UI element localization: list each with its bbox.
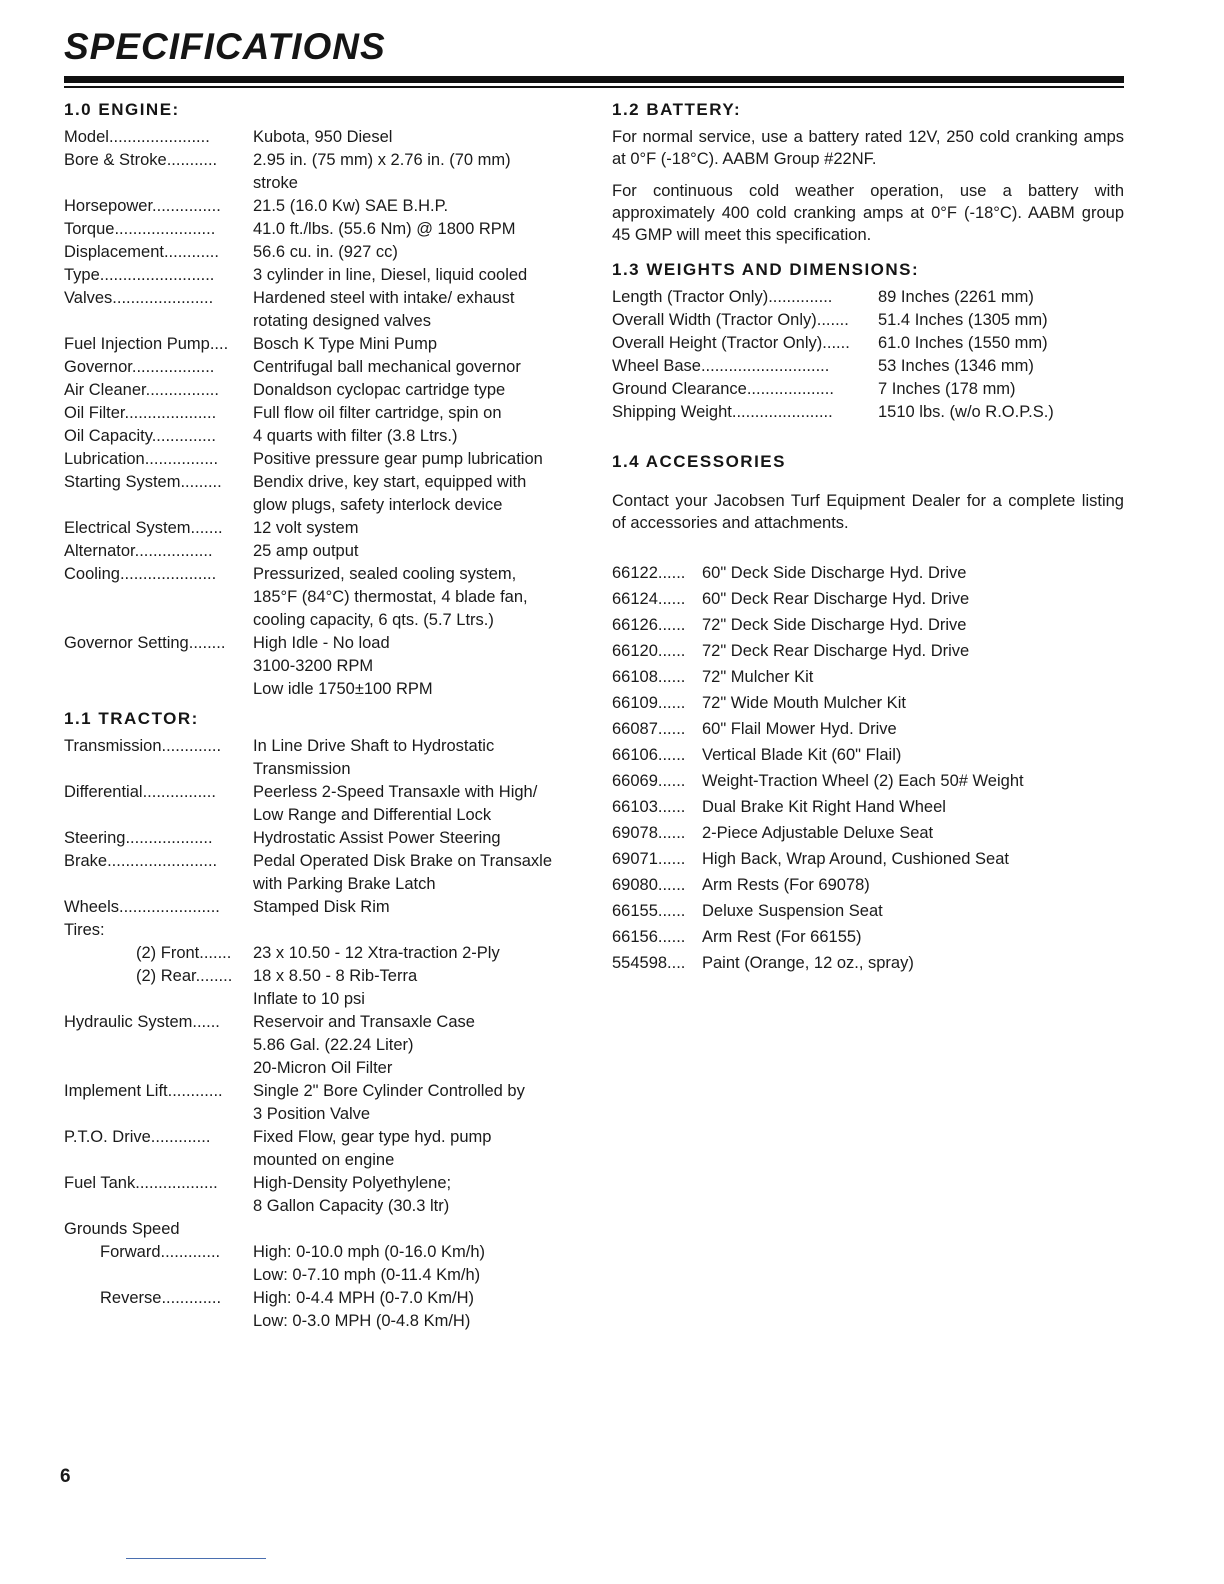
tractor-spec-value-line: High: 0-10.0 mph (0-16.0 Km/h) bbox=[253, 1243, 486, 1261]
accessory-row bbox=[612, 612, 1124, 638]
tractor-spec-value-line: Single 2" Bore Cylinder Controlled by bbox=[253, 1082, 525, 1100]
engine-spec-value-line: rotating designed valves bbox=[253, 312, 431, 330]
engine-spec-label: Starting System......... bbox=[64, 473, 222, 491]
engine-spec-value-line: Kubota, 950 Diesel bbox=[253, 128, 393, 146]
accessory-label: 554598.... bbox=[612, 954, 686, 972]
engine-spec-label: Cooling..................... bbox=[64, 565, 217, 583]
accessory-value: Paint (Orange, 12 oz., spray) bbox=[702, 954, 914, 972]
tractor-spec-row bbox=[64, 1011, 594, 1080]
accessory-label: 66124...... bbox=[612, 590, 686, 608]
tractor-spec-value-line: Inflate to 10 psi bbox=[253, 990, 365, 1008]
engine-spec-value bbox=[253, 632, 594, 701]
accessory-value: 72" Mulcher Kit bbox=[702, 668, 814, 686]
engine-spec-row bbox=[64, 402, 594, 425]
engine-spec-value-line: Centrifugal ball mechanical governor bbox=[253, 358, 521, 376]
engine-spec-value-line: 56.6 cu. in. (927 cc) bbox=[253, 243, 398, 261]
engine-spec-row bbox=[64, 241, 594, 264]
tractor-spec-value-line: Low Range and Differential Lock bbox=[253, 806, 492, 824]
accessory-row bbox=[612, 794, 1124, 820]
tractor-spec-value bbox=[253, 850, 594, 896]
dimension-label: Ground Clearance................... bbox=[612, 380, 834, 398]
engine-spec-value bbox=[253, 517, 594, 540]
engine-heading: 1.0 ENGINE: bbox=[64, 100, 180, 119]
right-column bbox=[612, 100, 1124, 976]
tractor-spec-value bbox=[253, 1080, 594, 1126]
tractor-spec-value-line: Reservoir and Transaxle Case bbox=[253, 1013, 475, 1031]
accessories-list bbox=[612, 560, 1124, 976]
tractor-spec-row bbox=[64, 965, 594, 1011]
engine-spec-label: Valves...................... bbox=[64, 289, 214, 307]
battery-paragraph-2: For continuous cold weather operation, use a battery with approximately 400 cold cranking amps at 0°F (-18°C). AABM group 45 GMP will meet this specification. bbox=[612, 182, 1124, 244]
tractor-spec-value bbox=[253, 735, 594, 781]
engine-spec-label: Fuel Injection Pump.... bbox=[64, 335, 229, 353]
tractor-spec-value-line: 8 Gallon Capacity (30.3 ltr) bbox=[253, 1197, 450, 1215]
engine-spec-row bbox=[64, 632, 594, 701]
dimension-row bbox=[612, 401, 1124, 424]
dimension-label: Wheel Base............................ bbox=[612, 357, 830, 375]
tractor-spec-value-line: 20-Micron Oil Filter bbox=[253, 1059, 393, 1077]
engine-spec-value bbox=[253, 241, 594, 264]
accessory-row bbox=[612, 924, 1124, 950]
engine-spec-label: Oil Capacity.............. bbox=[64, 427, 216, 445]
accessory-row bbox=[612, 560, 1124, 586]
engine-spec-value-line: Donaldson cyclopac cartridge type bbox=[253, 381, 506, 399]
tractor-spec-value-line: mounted on engine bbox=[253, 1151, 395, 1169]
tractor-spec-label: Steering................... bbox=[64, 829, 213, 847]
tractor-spec-value-line: Transmission bbox=[253, 760, 351, 778]
tractor-spec-row bbox=[64, 919, 594, 942]
dimension-label: Length (Tractor Only).............. bbox=[612, 288, 833, 306]
engine-spec-value-line: 3 cylinder in line, Diesel, liquid cooled bbox=[253, 266, 528, 284]
accessory-label: 66108...... bbox=[612, 668, 686, 686]
tractor-spec-label: Forward............. bbox=[100, 1243, 221, 1261]
page-title: SPECIFICATIONS bbox=[64, 26, 386, 67]
engine-spec-label: Horsepower............... bbox=[64, 197, 221, 215]
dimension-value: 1510 lbs. (w/o R.O.P.S.) bbox=[878, 403, 1054, 421]
tractor-spec-value bbox=[253, 781, 594, 827]
engine-spec-label: Lubrication................ bbox=[64, 450, 219, 468]
tractor-spec-value bbox=[253, 1241, 594, 1287]
dimension-label: Overall Width (Tractor Only)....... bbox=[612, 311, 849, 329]
tractor-spec-label: Grounds Speed bbox=[64, 1220, 180, 1238]
tractor-spec-row bbox=[64, 1241, 594, 1287]
tractor-spec-value bbox=[253, 827, 594, 850]
accessory-label: 66126...... bbox=[612, 616, 686, 634]
engine-spec-value bbox=[253, 195, 594, 218]
accessory-label: 66069...... bbox=[612, 772, 686, 790]
tractor-spec-value bbox=[253, 1126, 594, 1172]
tractor-spec-value-line: Low: 0-3.0 MPH (0-4.8 Km/H) bbox=[253, 1312, 471, 1330]
engine-spec-value-line: Bendix drive, key start, equipped with bbox=[253, 473, 527, 491]
engine-spec-value-line: 2.95 in. (75 mm) x 2.76 in. (70 mm) bbox=[253, 151, 511, 169]
dimension-value: 51.4 Inches (1305 mm) bbox=[878, 311, 1048, 329]
engine-spec-row bbox=[64, 264, 594, 287]
accessory-value: 2-Piece Adjustable Deluxe Seat bbox=[702, 824, 934, 842]
engine-spec-value-line: cooling capacity, 6 qts. (5.7 Ltrs.) bbox=[253, 611, 494, 629]
accessory-value: 60" Flail Mower Hyd. Drive bbox=[702, 720, 897, 738]
engine-spec-value-line: High Idle - No load bbox=[253, 634, 390, 652]
accessory-row bbox=[612, 586, 1124, 612]
accessory-value: Weight-Traction Wheel (2) Each 50# Weight bbox=[702, 772, 1024, 790]
engine-spec-value-line: 3100-3200 RPM bbox=[253, 657, 374, 675]
engine-spec-row bbox=[64, 333, 594, 356]
tractor-spec-value-line: 5.86 Gal. (22.24 Liter) bbox=[253, 1036, 414, 1054]
dimension-value: 61.0 Inches (1550 mm) bbox=[878, 334, 1048, 352]
tractor-spec-value-line: 18 x 8.50 - 8 Rib-Terra bbox=[253, 967, 418, 985]
tractor-spec-row bbox=[64, 827, 594, 850]
engine-spec-value bbox=[253, 540, 594, 563]
engine-spec-row bbox=[64, 425, 594, 448]
header-rule-thick bbox=[64, 76, 1124, 83]
engine-spec-label: Oil Filter.................... bbox=[64, 404, 217, 422]
engine-spec-row bbox=[64, 356, 594, 379]
engine-spec-label: Torque...................... bbox=[64, 220, 216, 238]
accessory-label: 66120...... bbox=[612, 642, 686, 660]
engine-spec-value bbox=[253, 287, 594, 333]
accessory-label: 66106...... bbox=[612, 746, 686, 764]
engine-spec-label: Electrical System....... bbox=[64, 519, 223, 537]
engine-spec-value bbox=[253, 563, 594, 632]
tractor-spec-value bbox=[253, 942, 594, 965]
engine-spec-value-line: glow plugs, safety interlock device bbox=[253, 496, 503, 514]
dimension-row bbox=[612, 332, 1124, 355]
tractor-spec-value bbox=[253, 1287, 594, 1333]
accessory-value: 60" Deck Rear Discharge Hyd. Drive bbox=[702, 590, 970, 608]
accessory-row bbox=[612, 768, 1124, 794]
tractor-spec-value-line: with Parking Brake Latch bbox=[253, 875, 436, 893]
tractor-spec-list bbox=[64, 735, 594, 1333]
dimension-value: 7 Inches (178 mm) bbox=[878, 380, 1016, 398]
engine-spec-row bbox=[64, 149, 594, 195]
engine-spec-value-line: Low idle 1750±100 RPM bbox=[253, 680, 433, 698]
engine-spec-value-line: Positive pressure gear pump lubrication bbox=[253, 450, 543, 468]
tractor-spec-row bbox=[64, 781, 594, 827]
engine-spec-value bbox=[253, 126, 594, 149]
engine-spec-row bbox=[64, 379, 594, 402]
accessory-row bbox=[612, 820, 1124, 846]
accessory-row bbox=[612, 664, 1124, 690]
dimension-label: Overall Height (Tractor Only)...... bbox=[612, 334, 850, 352]
engine-spec-row bbox=[64, 540, 594, 563]
tractor-spec-value-line: Stamped Disk Rim bbox=[253, 898, 390, 916]
engine-spec-value-line: 12 volt system bbox=[253, 519, 359, 537]
accessory-value: 60" Deck Side Discharge Hyd. Drive bbox=[702, 564, 967, 582]
engine-spec-label: Air Cleaner................ bbox=[64, 381, 219, 399]
tractor-spec-value-line: Pedal Operated Disk Brake on Transaxle bbox=[253, 852, 552, 870]
accessory-label: 69071...... bbox=[612, 850, 686, 868]
accessory-row bbox=[612, 872, 1124, 898]
engine-spec-label: Type......................... bbox=[64, 266, 215, 284]
tractor-spec-label: Tires: bbox=[64, 921, 105, 939]
accessory-value: Arm Rest (For 66155) bbox=[702, 928, 862, 946]
tractor-spec-label: Wheels...................... bbox=[64, 898, 220, 916]
accessory-value: High Back, Wrap Around, Cushioned Seat bbox=[702, 850, 1009, 868]
dimension-row bbox=[612, 378, 1124, 401]
accessory-row bbox=[612, 742, 1124, 768]
tractor-spec-value-line: Fixed Flow, gear type hyd. pump bbox=[253, 1128, 492, 1146]
engine-spec-value-line: stroke bbox=[253, 174, 298, 192]
tractor-spec-row bbox=[64, 1172, 594, 1218]
tractor-spec-value-line: Low: 0-7.10 mph (0-11.4 Km/h) bbox=[253, 1266, 481, 1284]
engine-spec-value bbox=[253, 356, 594, 379]
tractor-spec-value-line: Peerless 2-Speed Transaxle with High/ bbox=[253, 783, 538, 801]
tractor-spec-value-line: 23 x 10.50 - 12 Xtra-traction 2-Ply bbox=[253, 944, 500, 962]
tractor-spec-value-line: 3 Position Valve bbox=[253, 1105, 371, 1123]
accessory-row bbox=[612, 690, 1124, 716]
dimension-value: 53 Inches (1346 mm) bbox=[878, 357, 1034, 375]
engine-spec-value bbox=[253, 379, 594, 402]
left-column bbox=[64, 100, 594, 1333]
tractor-spec-row bbox=[64, 1126, 594, 1172]
accessory-value: Arm Rests (For 69078) bbox=[702, 876, 870, 894]
engine-spec-row bbox=[64, 195, 594, 218]
dimension-row bbox=[612, 355, 1124, 378]
accessory-value: 72" Deck Side Discharge Hyd. Drive bbox=[702, 616, 967, 634]
engine-spec-label: Model...................... bbox=[64, 128, 210, 146]
accessory-value: 72" Wide Mouth Mulcher Kit bbox=[702, 694, 906, 712]
engine-spec-value bbox=[253, 448, 594, 471]
engine-spec-value bbox=[253, 425, 594, 448]
engine-spec-value-line: Full flow oil filter cartridge, spin on bbox=[253, 404, 502, 422]
tractor-spec-row bbox=[64, 1218, 594, 1241]
tractor-spec-value bbox=[253, 1172, 594, 1218]
engine-spec-value bbox=[253, 218, 594, 241]
tractor-spec-label: Hydraulic System...... bbox=[64, 1013, 220, 1031]
engine-spec-value bbox=[253, 471, 594, 517]
tractor-spec-label: Brake........................ bbox=[64, 852, 218, 870]
tractor-spec-label: Implement Lift............ bbox=[64, 1082, 223, 1100]
accessory-row bbox=[612, 898, 1124, 924]
tractor-spec-value-line: High: 0-4.4 MPH (0-7.0 Km/H) bbox=[253, 1289, 474, 1307]
tractor-spec-row bbox=[64, 850, 594, 896]
engine-spec-label: Alternator................. bbox=[64, 542, 213, 560]
tractor-spec-label: Differential................ bbox=[64, 783, 216, 801]
engine-spec-row bbox=[64, 517, 594, 540]
accessories-heading: 1.4 ACCESSORIES bbox=[612, 452, 786, 471]
tractor-spec-row bbox=[64, 942, 594, 965]
engine-spec-value bbox=[253, 264, 594, 287]
tractor-spec-row bbox=[64, 735, 594, 781]
tractor-spec-value-line: In Line Drive Shaft to Hydrostatic bbox=[253, 737, 495, 755]
tractor-heading: 1.1 TRACTOR: bbox=[64, 709, 199, 728]
engine-spec-value-line: Hardened steel with intake/ exhaust bbox=[253, 289, 515, 307]
battery-paragraph-1: For normal service, use a battery rated 12V, 250 cold cranking amps at 0°F (-18°C). AABM Group #22NF. bbox=[612, 128, 1124, 168]
tractor-spec-row bbox=[64, 1080, 594, 1126]
engine-spec-row bbox=[64, 126, 594, 149]
engine-spec-list bbox=[64, 126, 594, 701]
accessory-value: Vertical Blade Kit (60" Flail) bbox=[702, 746, 902, 764]
accessory-value: Deluxe Suspension Seat bbox=[702, 902, 883, 920]
engine-spec-value-line: 41.0 ft./lbs. (55.6 Nm) @ 1800 RPM bbox=[253, 220, 516, 238]
weights-heading: 1.3 WEIGHTS AND DIMENSIONS: bbox=[612, 260, 920, 279]
engine-spec-value bbox=[253, 149, 594, 195]
accessory-row bbox=[612, 950, 1124, 976]
tractor-spec-label: Transmission............. bbox=[64, 737, 222, 755]
engine-spec-value-line: 25 amp output bbox=[253, 542, 359, 560]
accessory-label: 66155...... bbox=[612, 902, 686, 920]
engine-spec-row bbox=[64, 218, 594, 241]
weights-dimensions-list bbox=[612, 286, 1124, 424]
tractor-spec-value-line: High-Density Polyethylene; bbox=[253, 1174, 452, 1192]
engine-spec-value bbox=[253, 333, 594, 356]
dimension-label: Shipping Weight...................... bbox=[612, 403, 833, 421]
tractor-spec-value bbox=[253, 919, 594, 942]
accessories-intro: Contact your Jacobsen Turf Equipment Dealer for a complete listing of accessories and attachments. bbox=[612, 492, 1124, 532]
accessory-label: 66103...... bbox=[612, 798, 686, 816]
accessory-row bbox=[612, 716, 1124, 742]
engine-spec-row bbox=[64, 448, 594, 471]
accessory-label: 66156...... bbox=[612, 928, 686, 946]
engine-spec-value-line: Bosch K Type Mini Pump bbox=[253, 335, 438, 353]
accessory-label: 66109...... bbox=[612, 694, 686, 712]
tractor-spec-value bbox=[253, 965, 594, 1011]
engine-spec-value bbox=[253, 402, 594, 425]
dimension-row bbox=[612, 309, 1124, 332]
tractor-spec-label: (2) Front....... bbox=[136, 944, 232, 962]
engine-spec-row bbox=[64, 287, 594, 333]
tractor-spec-label: (2) Rear........ bbox=[136, 967, 233, 985]
accessory-label: 69080...... bbox=[612, 876, 686, 894]
header-rule-thin bbox=[64, 86, 1124, 88]
accessory-row bbox=[612, 638, 1124, 664]
dimension-row bbox=[612, 286, 1124, 309]
page-number: 6 bbox=[60, 1466, 71, 1487]
engine-spec-value-line: 4 quarts with filter (3.8 Ltrs.) bbox=[253, 427, 458, 445]
accessory-label: 69078...... bbox=[612, 824, 686, 842]
engine-spec-row bbox=[64, 471, 594, 517]
tractor-spec-value bbox=[253, 1218, 594, 1241]
engine-spec-value-line: 185°F (84°C) thermostat, 4 blade fan, bbox=[253, 588, 528, 606]
tractor-spec-label: Fuel Tank.................. bbox=[64, 1174, 218, 1192]
tractor-spec-value-line: Hydrostatic Assist Power Steering bbox=[253, 829, 501, 847]
engine-spec-label: Bore & Stroke........... bbox=[64, 151, 218, 169]
engine-spec-value-line: Pressurized, sealed cooling system, bbox=[253, 565, 517, 583]
accessory-value: Dual Brake Kit Right Hand Wheel bbox=[702, 798, 946, 816]
engine-spec-row bbox=[64, 563, 594, 632]
engine-spec-label: Displacement............ bbox=[64, 243, 219, 261]
tractor-spec-value bbox=[253, 896, 594, 919]
accessory-value: 72" Deck Rear Discharge Hyd. Drive bbox=[702, 642, 970, 660]
tractor-spec-value bbox=[253, 1011, 594, 1080]
tractor-spec-row bbox=[64, 896, 594, 919]
accessory-label: 66122...... bbox=[612, 564, 686, 582]
battery-heading: 1.2 BATTERY: bbox=[612, 100, 742, 119]
tractor-spec-row bbox=[64, 1287, 594, 1333]
engine-spec-label: Governor.................. bbox=[64, 358, 215, 376]
engine-spec-label: Governor Setting........ bbox=[64, 634, 226, 652]
engine-spec-value-line: 21.5 (16.0 Kw) SAE B.H.P. bbox=[253, 197, 449, 215]
tractor-spec-label: P.T.O. Drive............. bbox=[64, 1128, 211, 1146]
tractor-spec-label: Reverse............. bbox=[100, 1289, 222, 1307]
accessory-row bbox=[612, 846, 1124, 872]
footer-link-line bbox=[126, 1558, 266, 1559]
accessory-label: 66087...... bbox=[612, 720, 686, 738]
dimension-value: 89 Inches (2261 mm) bbox=[878, 288, 1034, 306]
